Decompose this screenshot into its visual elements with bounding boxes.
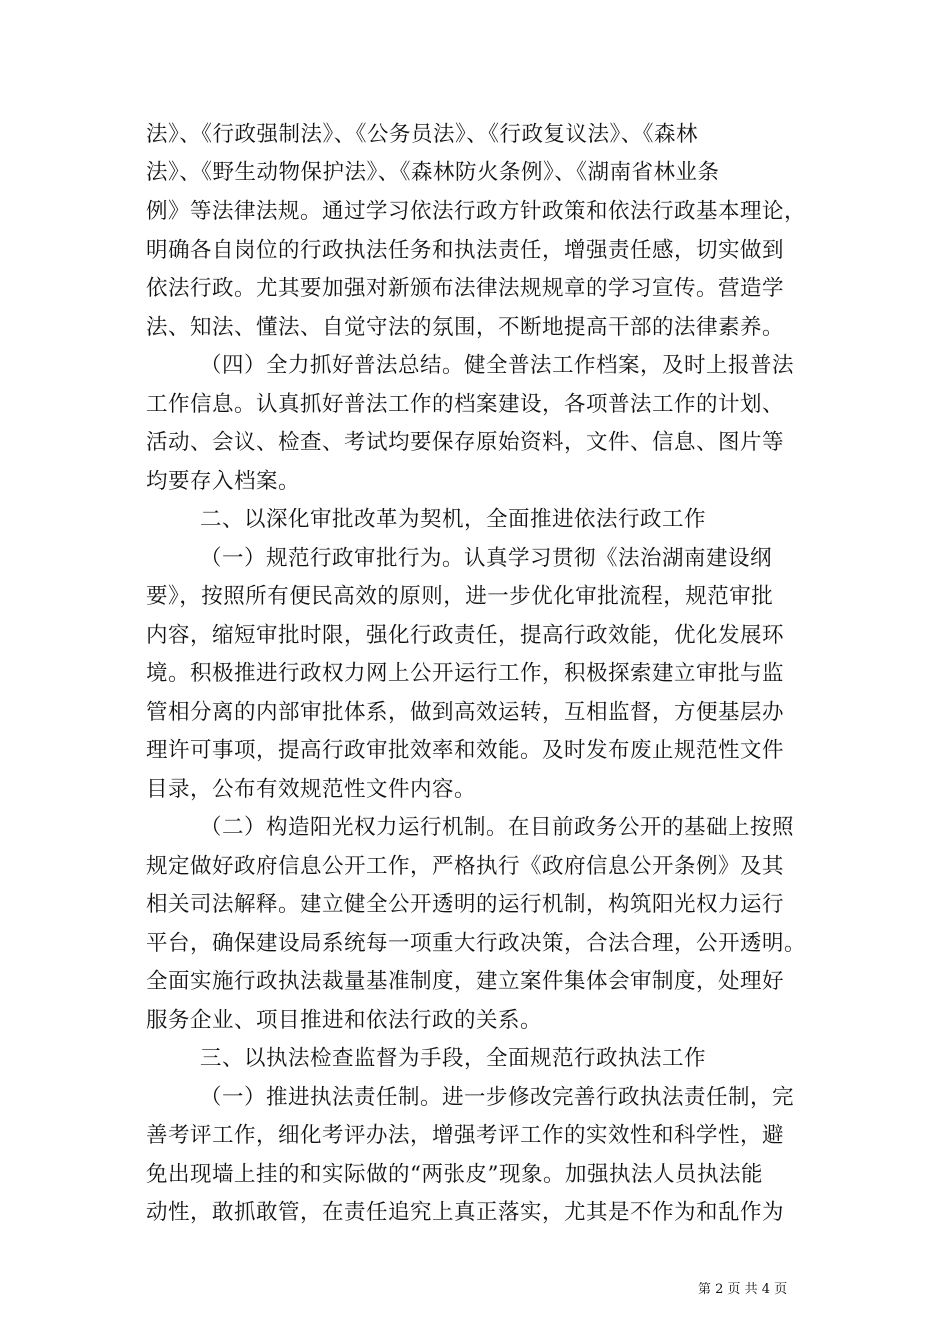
text-line: 规定做好政府信息公开工作，严格执行《政府信息公开条例》及其 bbox=[146, 854, 785, 879]
text-line: 动性，敢抓敢管，在责任追究上真正落实，尤其是不作为和乱作为 bbox=[146, 1200, 785, 1225]
paragraph-heading-1: （一）推进执法责任制。进一步修改完善行政执法责任制，完 bbox=[200, 1085, 795, 1110]
text-line: 全面实施行政执法裁量基准制度，建立案件集体会审制度，处理好 bbox=[146, 969, 785, 994]
text-line: 境。积极推进行政权力网上公开运行工作，积极探索建立审批与监 bbox=[146, 661, 785, 686]
section-heading-2: 二、以深化审批改革为契机，全面推进依法行政工作 bbox=[200, 507, 707, 532]
text-line: 理许可事项，提高行政审批效率和效能。及时发布废止规范性文件 bbox=[146, 738, 785, 763]
text-line: 服务企业、项目推进和依法行政的关系。 bbox=[146, 1008, 543, 1033]
text-line: 活动、会议、检查、考试均要保存原始资料，文件、信息、图片等 bbox=[146, 430, 785, 455]
text-line: 法》、《野生动物保护法》、《森林防火条例》、《湖南省林业条 bbox=[146, 160, 720, 185]
text-line: 平台，确保建设局系统每一项重大行政决策，合法合理，公开透明。 bbox=[146, 931, 807, 956]
page-number: 第 2 页 共 4 页 bbox=[698, 1282, 788, 1297]
text-line: 目录，公布有效规范性文件内容。 bbox=[146, 777, 477, 802]
text-line: 免出现墙上挂的和实际做的“两张皮”现象。加强执法人员执法能 bbox=[146, 1162, 763, 1187]
text-line: 管相分离的内部审批体系，做到高效运转，互相监督，方便基层办 bbox=[146, 700, 785, 725]
text-line: 均要存入档案。 bbox=[146, 469, 301, 494]
paragraph-heading-2: （二）构造阳光权力运行机制。在目前政务公开的基础上按照 bbox=[200, 815, 795, 840]
text-line: 例》等法律法规。通过学习依法行政方针政策和依法行政基本理论， bbox=[146, 199, 807, 224]
text-line: 内容，缩短审批时限，强化行政责任，提高行政效能，优化发展环 bbox=[146, 623, 785, 648]
text-line: 法》、《行政强制法》、《公务员法》、《行政复议法》、《森林 bbox=[146, 122, 699, 147]
text-line: 工作信息。认真抓好普法工作的档案建设，各项普法工作的计划、 bbox=[146, 392, 785, 417]
text-line: 依法行政。尤其要加强对新颁布法律法规规章的学习宣传。营造学 bbox=[146, 276, 785, 301]
paragraph-heading-4: （四）全力抓好普法总结。健全普法工作档案，及时上报普法 bbox=[200, 353, 795, 378]
section-heading-3: 三、以执法检查监督为手段，全面规范行政执法工作 bbox=[200, 1046, 707, 1071]
paragraph-heading-1: （一）规范行政审批行为。认真学习贯彻《法治湖南建设纲 bbox=[200, 546, 773, 571]
text-line: 明确各自岗位的行政执法任务和执法责任，增强责任感，切实做到 bbox=[146, 238, 785, 263]
text-line: 相关司法解释。建立健全公开透明的运行机制，构筑阳光权力运行 bbox=[146, 892, 785, 917]
text-line: 要》，按照所有便民高效的原则，进一步优化审批流程，规范审批 bbox=[146, 584, 774, 609]
text-line: 法、知法、懂法、自觉守法的氛围，不断地提高干部的法律素养。 bbox=[146, 315, 785, 340]
text-line: 善考评工作，细化考评办法，增强考评工作的实效性和科学性，避 bbox=[146, 1123, 785, 1148]
